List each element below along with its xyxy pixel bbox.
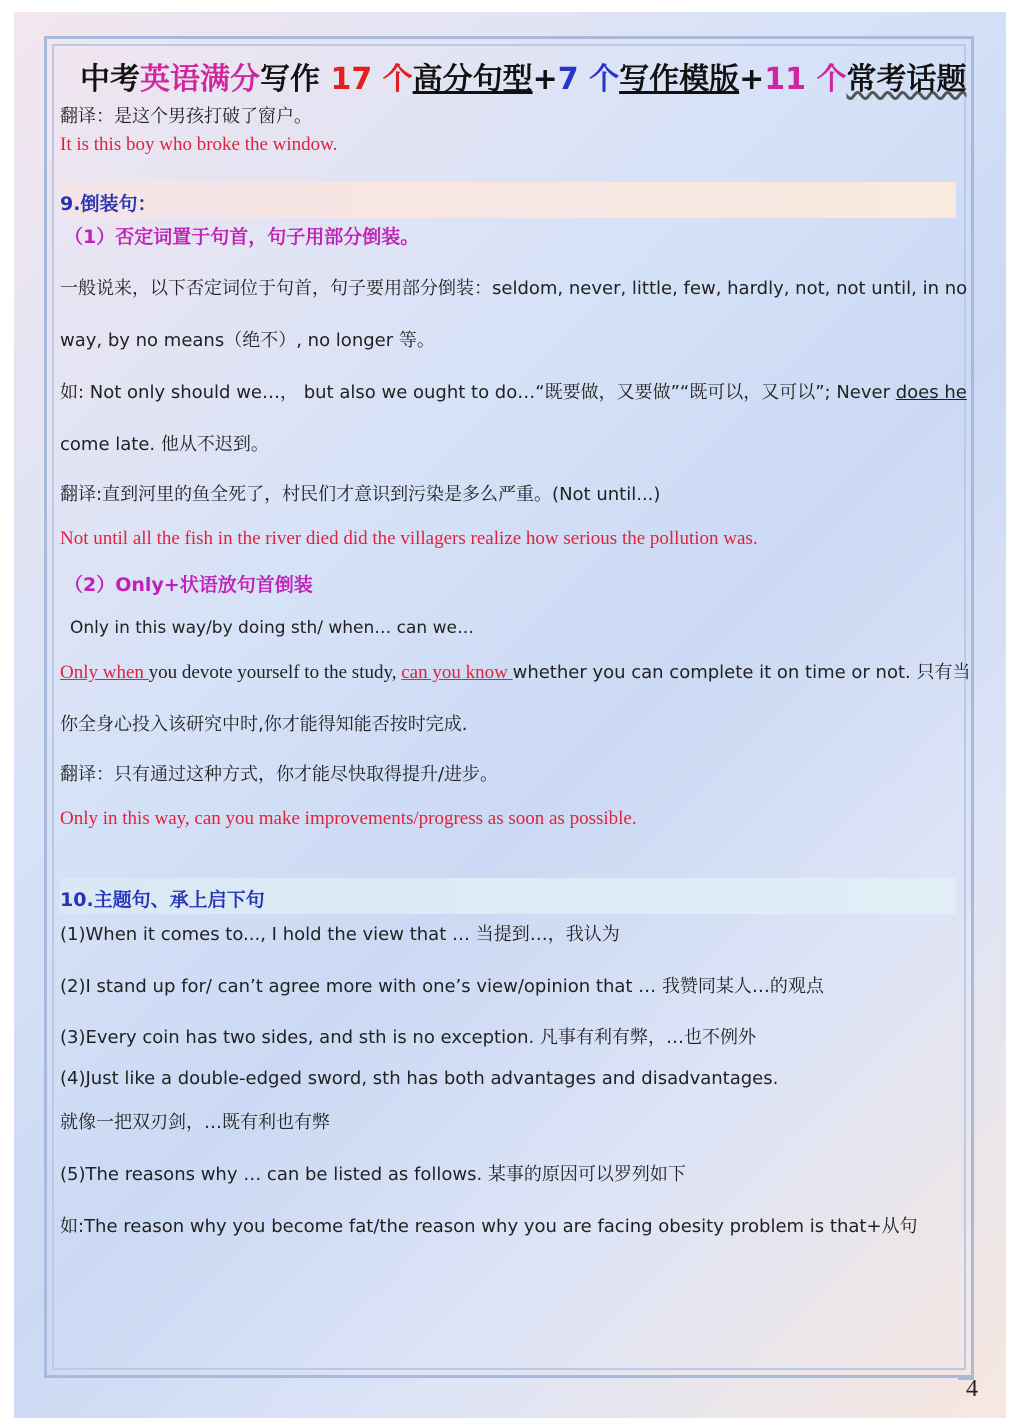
title-part: + bbox=[739, 62, 765, 97]
example-highlight: Only when bbox=[60, 662, 149, 683]
section9-sub1-answer: Not until all the fish in the river died did the villagers realize how serious the pollution was. bbox=[60, 528, 758, 549]
section10-item: 就像一把双刃剑，…既有利也有弊 bbox=[60, 1112, 330, 1133]
section10-item: (3)Every coin has two sides, and sth is no exception. 凡事有利有弊，…也不例外 bbox=[60, 1027, 756, 1048]
title-part: 写作模版 bbox=[619, 62, 740, 97]
intro-answer: It is this boy who broke the window. bbox=[60, 134, 338, 155]
title-part: 17 个 bbox=[330, 62, 413, 97]
section9-sub2-answer: Only in this way, can you make improvements/progress as soon as possible. bbox=[60, 808, 637, 829]
section9-sub2-translation: 翻译：只有通过这种方式，你才能尽快取得提升/进步。 bbox=[60, 764, 499, 785]
section9-sub2-heading: （2）Only+状语放句首倒装 bbox=[64, 574, 313, 596]
example-part: 如: Not only should we…， but also we ought to do…“既要做，又要做”“既可以，又可以”; Never bbox=[60, 382, 896, 403]
section9-sub1-line1: 一般说来，以下否定词位于句首，句子要用部分倒装：seldom, never, little, few, hardly, not, not until, in no bbox=[60, 278, 968, 299]
title-part: 中考 bbox=[80, 62, 140, 97]
section10-item: (1)When it comes to..., I hold the view that … 当提到…，我认为 bbox=[60, 924, 620, 945]
section9-sub2-example-cont: 你全身心投入该研究中时,你才能得知能否按时完成. bbox=[60, 714, 468, 735]
section9-sub2-pattern: Only in this way/by doing sth/ when… can we… bbox=[70, 618, 474, 638]
section10-item: (2)I stand up for/ can’t agree more with one’s view/opinion that … 我赞同某人…的观点 bbox=[60, 976, 824, 997]
title-part: 英语满分 bbox=[140, 62, 260, 97]
section9-sub1-translation: 翻译:直到河里的鱼全死了，村民们才意识到污染是多么严重。(Not until...) bbox=[60, 484, 661, 505]
section9-sub1-line2: way, by no means（绝不）, no longer 等。 bbox=[60, 330, 435, 351]
section9-heading: 9.倒装句： bbox=[60, 193, 157, 215]
example-part: you devote yourself to the study, bbox=[148, 662, 402, 683]
intro-translation: 翻译：是这个男孩打破了窗户。 bbox=[60, 106, 312, 127]
title-part: + bbox=[532, 62, 558, 97]
title-part: 7 个 bbox=[557, 62, 620, 97]
example-highlight: can you know bbox=[401, 662, 513, 683]
section10-item: (5)The reasons why … can be listed as follows. 某事的原因可以罗列如下 bbox=[60, 1164, 686, 1185]
section9-sub2-example bbox=[60, 658, 970, 684]
title-part: 写作 bbox=[260, 62, 320, 97]
page-title bbox=[80, 54, 967, 98]
title-part: 常考话题 bbox=[846, 62, 967, 97]
section9-sub1-example bbox=[60, 378, 967, 404]
section9-heading-band bbox=[60, 182, 956, 218]
section9-sub1-heading: （1）否定词置于句首，句子用部分倒装。 bbox=[64, 226, 420, 248]
page-number: 4 bbox=[966, 1376, 978, 1402]
section10-item: (4)Just like a double-edged sword, sth has both advantages and disadvantages. bbox=[60, 1068, 779, 1089]
example-part: whether you can complete it on time or not. 只有当 bbox=[512, 662, 971, 683]
title-part: 高分句型 bbox=[412, 62, 533, 97]
section10-heading: 10.主题句、承上启下句 bbox=[60, 889, 265, 911]
section9-sub1-example-cont: come late. 他从不迟到。 bbox=[60, 434, 269, 455]
example-underlined: does he bbox=[895, 382, 967, 403]
section10-item: 如:The reason why you become fat/the reason why you are facing obesity problem is that+从句 bbox=[60, 1216, 918, 1237]
title-part: 11 个 bbox=[764, 62, 847, 97]
